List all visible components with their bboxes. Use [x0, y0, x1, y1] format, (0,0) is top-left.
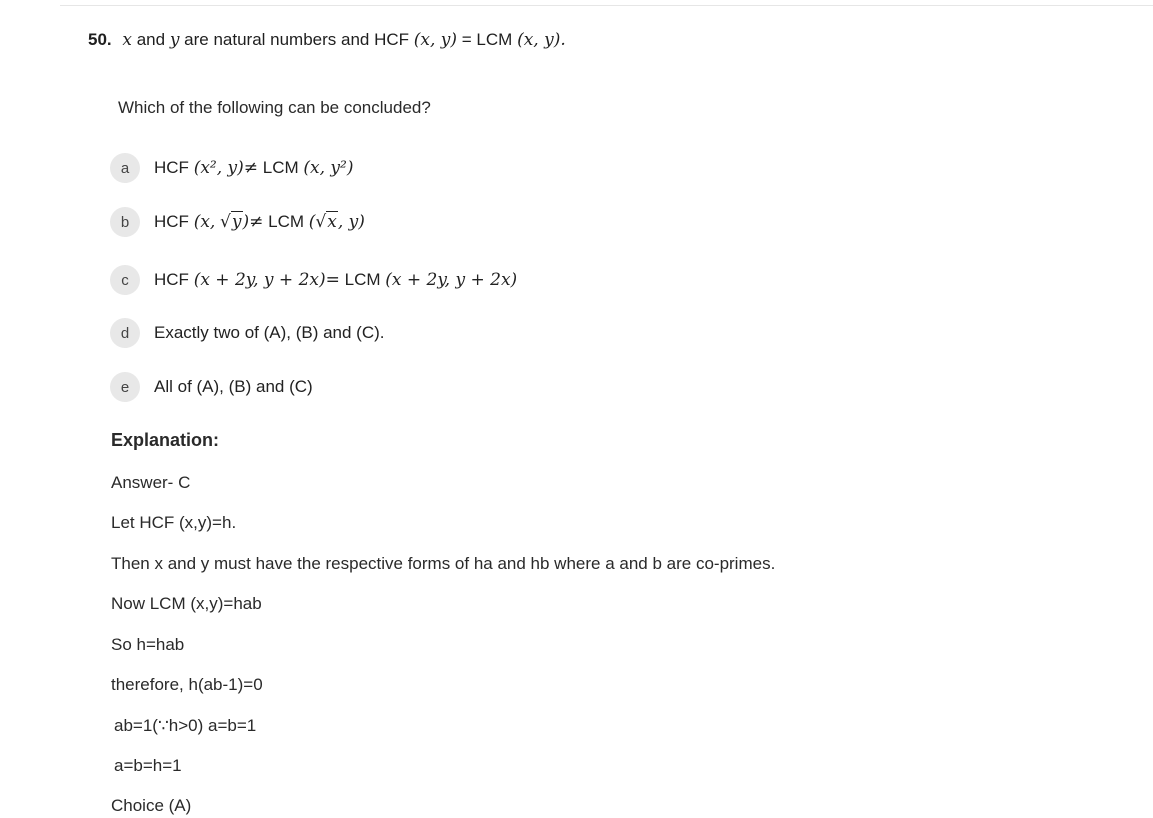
var-x: x — [122, 30, 132, 50]
hcf-args-close: ) — [242, 212, 250, 232]
option-letter-a: a — [110, 153, 140, 183]
hcf-args: (x², y) — [193, 158, 244, 178]
explanation-line: therefore, h(ab-1)=0 — [111, 675, 263, 694]
question-number: 50. — [88, 30, 112, 49]
question-prompt: Which of the following can be concluded? — [118, 98, 431, 117]
lcm-args: (x, y²) — [303, 158, 354, 178]
question-text-and: and — [136, 30, 166, 49]
option-letter-c: c — [110, 265, 140, 295]
sqrt-icon: √ — [220, 212, 231, 232]
radicand-x: x — [327, 212, 337, 232]
explanation-line: a=b=h=1 — [114, 756, 182, 775]
relation-symbol: ≠ — [243, 158, 259, 178]
sqrt-x — [315, 210, 337, 234]
relation-symbol: ≠ — [249, 212, 264, 232]
hcf-args: (x + 2y, y + 2x) — [193, 270, 326, 290]
lcm-label: LCM — [262, 158, 299, 177]
option-text-e: All of (A), (B) and (C) — [154, 377, 313, 396]
option-text-c — [154, 268, 517, 292]
question-text-middle: are natural numbers and HCF — [184, 30, 410, 49]
lcm-label: LCM — [268, 212, 305, 231]
explanation-line: Then x and y must have the respective forms of ha and hb where a and b are co-primes. — [111, 554, 776, 573]
question-text — [88, 28, 566, 52]
hcf-args-open: (x, — [193, 212, 216, 232]
lcm-label: LCM — [344, 270, 381, 289]
hcf-label: HCF — [154, 158, 189, 177]
var-y: y — [169, 30, 180, 50]
sqrt-icon: √ — [315, 212, 327, 232]
option-letter-d: d — [110, 318, 140, 348]
option-a[interactable] — [110, 153, 354, 183]
option-b[interactable] — [110, 207, 365, 237]
option-e[interactable] — [110, 372, 313, 402]
radicand-y: y — [231, 212, 242, 232]
lcm-args-open: ( — [308, 212, 316, 232]
hcf-label: HCF — [154, 270, 189, 289]
question-text-lcm: = LCM — [461, 30, 513, 49]
option-c[interactable] — [110, 265, 517, 295]
explanation-line: So h=hab — [111, 635, 185, 654]
option-d[interactable] — [110, 318, 385, 348]
hcf-args: (x, y) — [413, 30, 458, 50]
option-text-b — [154, 210, 365, 234]
explanation-line: Choice (A) — [111, 796, 192, 815]
lcm-args-close: , y) — [337, 212, 365, 232]
explanation-heading: Explanation: — [111, 430, 220, 450]
explanation-line: Let HCF (x,y)=h. — [111, 513, 237, 532]
explanation-line: ab=1(∵h>0) a=b=1 — [114, 716, 257, 735]
explanation-line: Now LCM (x,y)=hab — [111, 594, 262, 613]
top-divider — [60, 5, 1153, 6]
sqrt-y — [220, 210, 242, 234]
option-letter-e: e — [110, 372, 140, 402]
option-text-a — [154, 156, 354, 180]
option-letter-b: b — [110, 207, 140, 237]
lcm-args: (x, y). — [517, 30, 566, 50]
relation-symbol: = — [325, 270, 340, 290]
lcm-args: (x + 2y, y + 2x) — [385, 270, 518, 290]
hcf-label: HCF — [154, 212, 189, 231]
explanation-line: Answer- C — [111, 473, 191, 492]
option-text-d: Exactly two of (A), (B) and (C). — [154, 323, 385, 342]
